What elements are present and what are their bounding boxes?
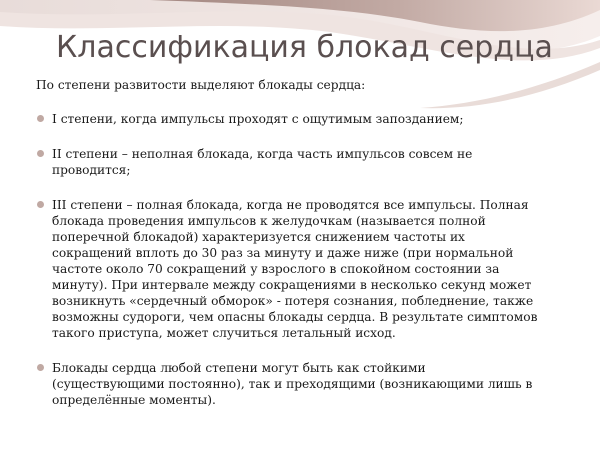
bullet-dot-icon: [37, 364, 44, 371]
bullet-line: такого приступа, может случиться летальный исход.: [52, 326, 396, 340]
bullet-line: сокращений вплоть до 30 раз за минуту и даже ниже (при нормальной: [52, 246, 514, 260]
bullet-line: возможны судороги, чем опасны блокады сердца. В результате симптомов: [52, 310, 538, 324]
bullet-item-degree-2: [36, 146, 576, 178]
bullet-item-all-degrees: [36, 360, 576, 408]
bullet-dot-icon: [37, 150, 44, 157]
bullet-line: (существующими постоянно), так и преходящими (возникающими лишь в: [52, 377, 533, 391]
bullet-line: определённые моменты).: [52, 393, 216, 407]
page-title: Классификация блокад сердца: [56, 30, 553, 65]
bullet-line: минуту). При интервале между сокращениями в несколько секунд может: [52, 278, 532, 292]
bullet-item-degree-1: [36, 111, 576, 127]
bullet-line: поперечной блокадой) характеризуется снижением частоты их: [52, 230, 465, 244]
bullet-line: III степени – полная блокада, когда не проводятся все импульсы. Полная: [52, 198, 529, 212]
bullet-line: возникнуть «сердечный обморок» - потеря сознания, побледнение, также: [52, 294, 534, 308]
bullet-line: проводится;: [52, 163, 131, 177]
bullet-line: блокада проведения импульсов к желудочкам (называется полной: [52, 214, 486, 228]
bullet-list: [36, 111, 576, 408]
bullet-line: частоте около 70 сокращений у взрослого в спокойном состоянии за: [52, 262, 500, 276]
bullet-line: II степени – неполная блокада, когда часть импульсов совсем не: [52, 147, 473, 161]
bullet-dot-icon: [37, 201, 44, 208]
bullet-line: Блокады сердца любой степени могут быть как стойкими: [52, 361, 426, 375]
intro-text: По степени развитости выделяют блокады сердца:: [36, 78, 366, 92]
bullet-item-degree-3: [36, 197, 576, 341]
bullet-dot-icon: [37, 115, 44, 122]
slide-content: [36, 77, 576, 408]
bullet-line: I степени, когда импульсы проходят с ощутимым запозданием;: [52, 112, 464, 126]
